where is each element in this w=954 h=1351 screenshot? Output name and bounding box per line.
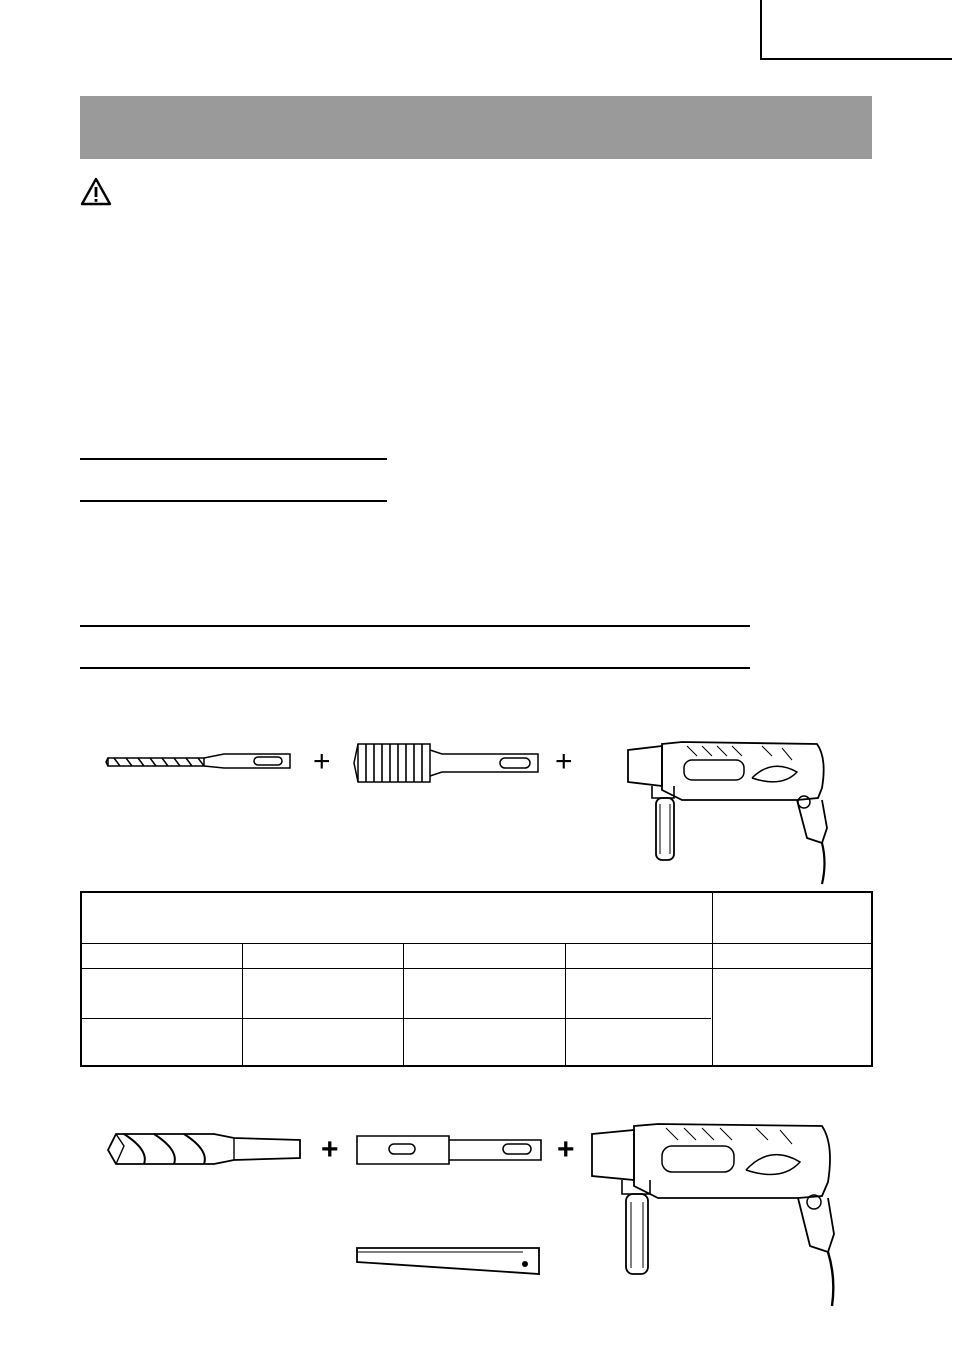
short-rule-2 [80, 500, 387, 502]
section-header-band [80, 96, 872, 159]
cup-adapter-icon [352, 738, 542, 788]
table-col-divider [242, 943, 243, 1065]
short-rule-1 [80, 458, 387, 460]
warning-triangle-icon [80, 177, 112, 207]
cotter-wedge-icon [353, 1242, 545, 1278]
sds-drill-bit-icon [104, 748, 294, 774]
long-rule-2 [80, 667, 750, 669]
rotary-hammer-icon-2 [586, 1118, 848, 1308]
specification-table [80, 891, 873, 1067]
plus-sign-2: + [555, 745, 573, 778]
plus-sign-4: + [557, 1133, 575, 1166]
plus-sign-1: + [313, 745, 331, 778]
page-corner-box [760, 0, 952, 60]
long-rule-1 [80, 625, 750, 627]
taper-adapter-icon [353, 1132, 545, 1168]
table-row-divider [82, 943, 871, 944]
rotary-hammer-icon [622, 738, 837, 886]
table-row-divider [82, 1018, 711, 1019]
taper-shank-bit-icon [104, 1124, 304, 1174]
plus-sign-3: + [321, 1133, 339, 1166]
table-col-divider [403, 943, 404, 1065]
table-col-divider [565, 943, 566, 1065]
table-row-divider [82, 968, 871, 969]
table-col-divider [712, 893, 713, 1065]
